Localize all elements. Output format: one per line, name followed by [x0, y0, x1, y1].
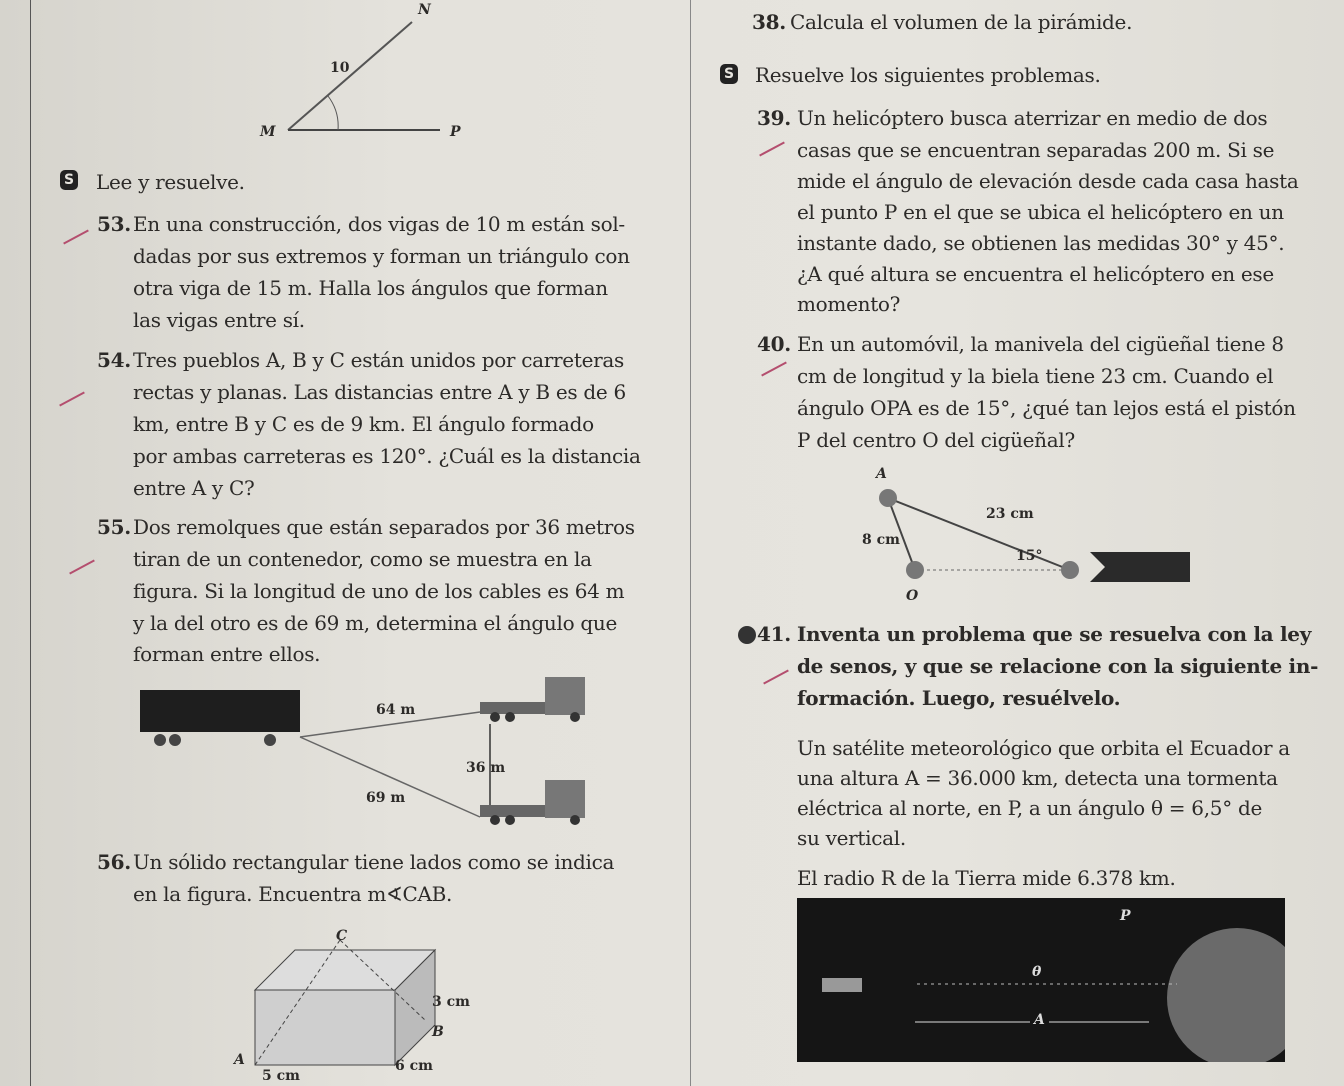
info-line: eléctrica al norte, en P, a un ángulo θ = 6,5° de	[797, 796, 1262, 820]
info-line: su vertical.	[797, 826, 906, 850]
radius-line: El radio R de la Tierra mide 6.378 km.	[797, 866, 1176, 890]
label-m: M	[260, 124, 276, 140]
problem-line: las vigas entre sí.	[133, 308, 305, 332]
problem-line: casas que se encuentran separadas 200 m. Si se	[797, 138, 1275, 162]
problem-number: 55.	[97, 515, 131, 539]
separation-label: 36 m	[466, 760, 506, 776]
problem-line: entre A y C?	[133, 476, 255, 500]
section-badge: S	[60, 170, 78, 190]
challenge-icon	[738, 626, 756, 644]
problem-line: P del centro O del cigüeñal?	[797, 428, 1075, 452]
problem-line: momento?	[797, 292, 901, 316]
crank-label: 8 cm	[862, 532, 900, 548]
problem-line: mide el ángulo de elevación desde cada casa hasta	[797, 169, 1299, 193]
info-line: una altura A = 36.000 km, detecta una tormenta	[797, 766, 1278, 790]
problem-line: instante dado, se obtienen las medidas 30° y 45°.	[797, 231, 1285, 255]
column-divider	[690, 0, 691, 1086]
problem-line: Dos remolques que están separados por 36 metros	[133, 515, 635, 539]
angle-label: 15°	[1016, 548, 1043, 564]
label-p: P	[1120, 908, 1131, 924]
problem-line: dadas por sus extremos y forman un triángulo con	[133, 244, 630, 268]
section-badge: S	[720, 64, 738, 84]
problem-line: km, entre B y C es de 9 km. El ángulo formado	[133, 412, 594, 436]
trucks-figure	[135, 662, 615, 832]
problem-line: figura. Si la longitud de uno de los cables es 64 m	[133, 579, 625, 603]
label-a: A	[876, 466, 887, 482]
problem-line: Inventa un problema que se resuelva con la ley	[797, 622, 1312, 646]
problem-line: Tres pueblos A, B y C están unidos por carreteras	[133, 348, 624, 372]
problem-number: 56.	[97, 850, 131, 874]
cable1-label: 64 m	[376, 702, 416, 718]
problem-number: 38.	[752, 10, 786, 34]
label-a: A	[234, 1052, 245, 1068]
problem-line: En una construcción, dos vigas de 10 m están sol-	[133, 212, 625, 236]
height-label: 3 cm	[432, 994, 470, 1010]
problem-line: cm de longitud y la biela tiene 23 cm. Cuando el	[797, 364, 1274, 388]
info-line: Un satélite meteorológico que orbita el Ecuador a	[797, 736, 1290, 760]
left-margin-line	[30, 0, 31, 1086]
problem-line: Un helicóptero busca aterrizar en medio de dos	[797, 106, 1268, 130]
problem-38-text: Calcula el volumen de la pirámide.	[790, 10, 1133, 34]
label-altitude: A	[1030, 1012, 1049, 1028]
problem-line: de senos, y que se relacione con la siguiente in-	[797, 654, 1319, 678]
problem-line: forman entre ellos.	[133, 642, 321, 666]
problem-line: rectas y planas. Las distancias entre A y B es de 6	[133, 380, 626, 404]
problem-line: tiran de un contenedor, como se muestra en la	[133, 547, 592, 571]
problem-line: ángulo OPA es de 15°, ¿qué tan lejos está el pistón	[797, 396, 1296, 420]
satellite-figure	[797, 898, 1285, 1062]
depth-label: 6 cm	[395, 1058, 433, 1074]
label-10: 10	[330, 60, 350, 76]
problem-line: otra viga de 15 m. Halla los ángulos que forman	[133, 276, 608, 300]
problem-line: En un automóvil, la manivela del cigüeñal tiene 8	[797, 332, 1284, 356]
section-title: Lee y resuelve.	[96, 170, 245, 194]
label-b: B	[432, 1024, 444, 1040]
problem-number: 54.	[97, 348, 131, 372]
width-label: 5 cm	[262, 1068, 300, 1084]
problem-line: por ambas carreteras es 120°. ¿Cuál es la distancia	[133, 444, 641, 468]
problem-line: Un sólido rectangular tiene lados como se indica	[133, 850, 615, 874]
problem-line: en la figura. Encuentra m∢CAB.	[133, 882, 453, 906]
problem-number: 53.	[97, 212, 131, 236]
section-title: Resuelve los siguientes problemas.	[755, 63, 1101, 87]
label-n: N	[418, 2, 431, 18]
problem-line: y la del otro es de 69 m, determina el ángulo que	[133, 611, 617, 635]
label-p: P	[450, 124, 461, 140]
label-theta: θ	[1032, 964, 1042, 980]
label-o: O	[906, 588, 919, 604]
problem-number: 41.	[757, 622, 791, 646]
cable2-label: 69 m	[366, 790, 406, 806]
label-c: C	[336, 928, 348, 944]
angle-figure-mnp	[250, 0, 510, 140]
problem-number: 40.	[757, 332, 791, 356]
rod-label: 23 cm	[986, 506, 1034, 522]
problem-line: formación. Luego, resuélvelo.	[797, 686, 1121, 710]
problem-line: ¿A qué altura se encuentra el helicóptero en ese	[797, 262, 1274, 286]
problem-number: 39.	[757, 106, 791, 130]
problem-line: el punto P en el que se ubica el helicóptero en un	[797, 200, 1284, 224]
